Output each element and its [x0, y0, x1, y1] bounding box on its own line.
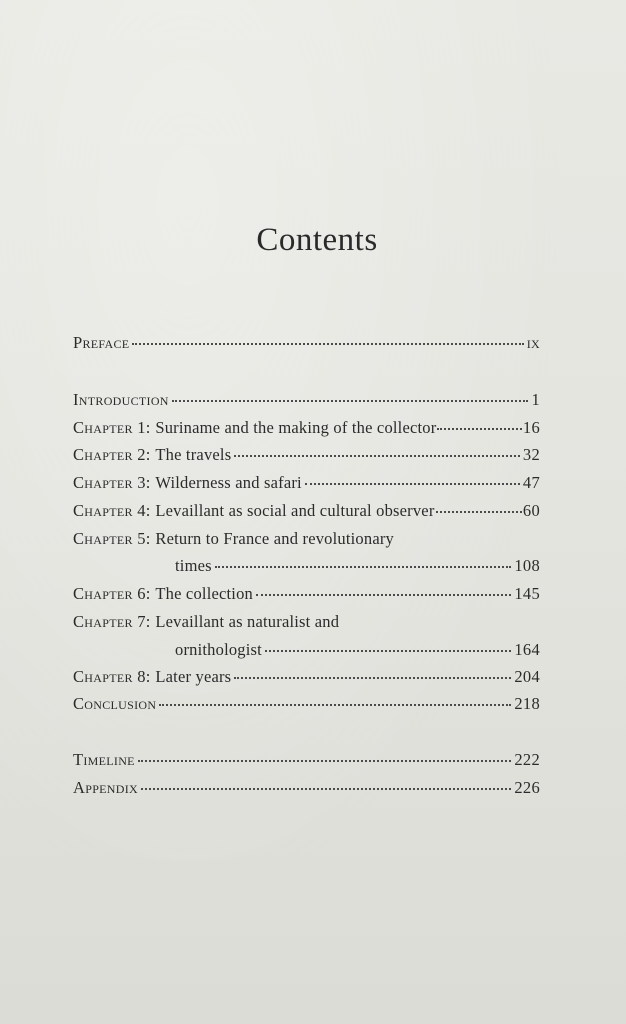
page-number: 108 [514, 556, 540, 575]
entry-label: Chapter 2 [73, 445, 146, 464]
entry-label: Chapter 6 [73, 584, 146, 603]
toc-entry-chapter-5-continued [73, 556, 540, 576]
entry-title: Wilderness and safari [155, 473, 302, 492]
toc-entry-chapter-6: Chapter 6 : The collection 145 [73, 584, 540, 603]
page-number: 204 [514, 667, 540, 686]
entry-title: Levaillant as naturalist and [155, 612, 340, 631]
dot-leader [132, 343, 523, 345]
dot-leader [141, 788, 511, 790]
entry-title: Levaillant as social and cultural observer [155, 501, 435, 520]
page-number: 1 [531, 390, 540, 409]
toc-entry-chapter-7-continued [73, 640, 540, 660]
entry-title: Return to France and revolutionary [155, 529, 395, 548]
toc-entry-chapter-4: Chapter 4 : Levaillant as social and cultural observer 60 [73, 501, 540, 520]
entry-title: The travels [155, 445, 232, 464]
entry-label: Conclusion [73, 694, 157, 713]
entry-label: Chapter 8 [73, 667, 146, 686]
toc-entry-chapter-1: Chapter 1 : Suriname and the making of the collector 16 [73, 418, 540, 437]
entry-title: Later years [155, 667, 232, 686]
entry-label: Introduction [73, 390, 169, 409]
dot-leader [436, 511, 522, 513]
entry-title: The collection [155, 584, 253, 603]
entry-label: Timeline [73, 750, 135, 769]
page-number: ix [526, 333, 540, 352]
toc-entry-preface [73, 333, 540, 353]
page-number: 32 [522, 445, 540, 464]
toc-entry-chapter-5: Chapter 5 : Return to France and revolutionary [73, 529, 395, 548]
page-number: 164 [514, 640, 540, 659]
toc-entry-timeline [73, 750, 540, 770]
dot-leader [172, 400, 529, 402]
entry-label: Chapter 5 [73, 529, 146, 548]
entry-title: Suriname and the making of the collector [155, 418, 437, 437]
toc-entry-appendix [73, 778, 540, 798]
page-number: 145 [514, 584, 540, 603]
entry-label: Chapter 4 [73, 501, 146, 520]
toc-entry-chapter-8: Chapter 8 : Later years 204 [73, 667, 540, 686]
dot-leader [256, 594, 511, 596]
entry-title-continued: times [175, 556, 212, 575]
page-number: 16 [522, 418, 540, 437]
toc-entry-chapter-7: Chapter 7 : Levaillant as naturalist and [73, 612, 340, 631]
dot-leader [437, 428, 521, 430]
page-number: 218 [514, 694, 540, 713]
toc-entry-introduction [73, 390, 540, 410]
page-number: 222 [514, 750, 540, 769]
page-number: 60 [522, 501, 540, 520]
page-number: 47 [522, 473, 540, 492]
entry-title-continued: ornithologist [175, 640, 262, 659]
entry-label: Preface [73, 333, 130, 352]
dot-leader [215, 566, 512, 568]
dot-leader [234, 455, 520, 457]
toc-entry-chapter-3: Chapter 3 : Wilderness and safari 47 [73, 473, 540, 492]
toc-entry-chapter-2: Chapter 2 : The travels 32 [73, 445, 540, 464]
dot-leader [265, 650, 511, 652]
dot-leader [234, 677, 511, 679]
dot-leader [159, 704, 511, 706]
page-number: 226 [514, 778, 540, 797]
entry-label: Chapter 3 [73, 473, 146, 492]
entry-label: Chapter 1 [73, 418, 146, 437]
toc-entry-conclusion [73, 694, 540, 714]
page-title: Contents [256, 222, 378, 258]
dot-leader [305, 483, 520, 485]
dot-leader [138, 760, 512, 762]
entry-label: Appendix [73, 778, 138, 797]
entry-label: Chapter 7 [73, 612, 146, 631]
